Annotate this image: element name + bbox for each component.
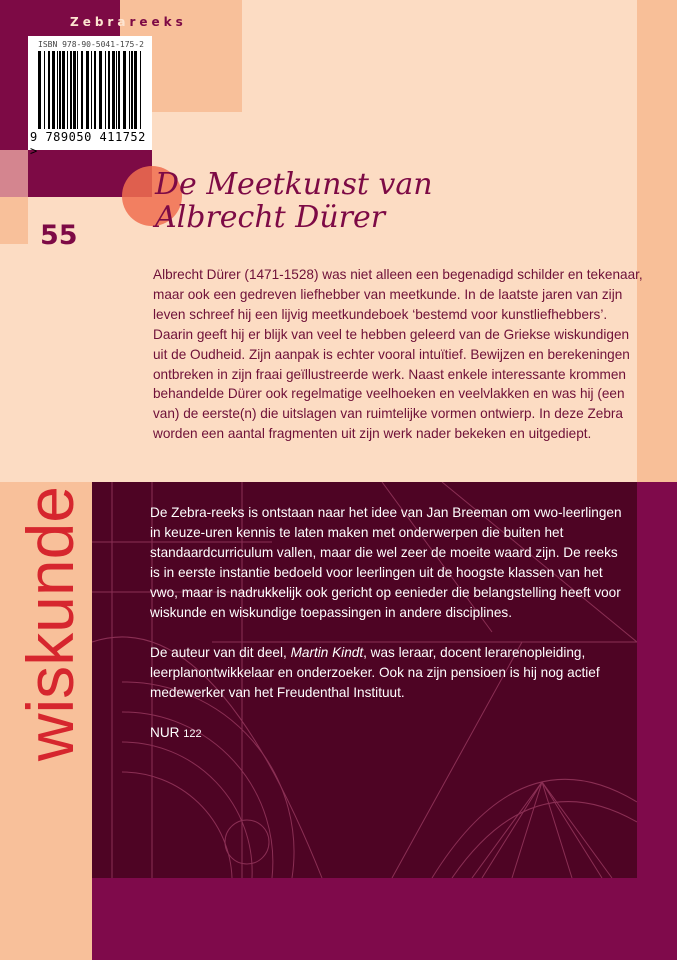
barcode-bar bbox=[131, 51, 133, 129]
barcode-bar bbox=[48, 51, 50, 129]
author-prefix: De auteur van dit deel, bbox=[150, 645, 291, 660]
barcode-bar bbox=[99, 51, 102, 129]
series-name-part2: reeks bbox=[129, 15, 187, 29]
barcode-bar bbox=[70, 51, 72, 129]
book-title bbox=[155, 168, 433, 234]
bottom-magenta-band bbox=[92, 878, 677, 960]
barcode-bar bbox=[73, 51, 76, 129]
barcode-bar bbox=[118, 51, 120, 129]
right-peach-strip bbox=[637, 0, 677, 482]
barcode-bar bbox=[112, 51, 115, 129]
barcode-bar bbox=[57, 51, 58, 129]
nur-code bbox=[150, 723, 630, 744]
barcode-bar bbox=[52, 51, 55, 129]
barcode-bar bbox=[81, 51, 83, 129]
barcode-bar bbox=[105, 51, 106, 129]
barcode-bar bbox=[140, 51, 141, 129]
barcode-bars bbox=[38, 51, 144, 129]
pink-square bbox=[0, 150, 28, 197]
barcode-digits: 9 789050 411752 > bbox=[30, 130, 146, 158]
author-suffix: , was leraar, docent lerarenopleiding, leerplanontwikkelaar en onderzoeker. Ook na zijn pensioen is hij nog actief medewerker van het Freudenthal Instituut. bbox=[150, 645, 600, 700]
barcode-bar bbox=[91, 51, 92, 129]
subject-label: wiskunde bbox=[13, 486, 87, 762]
barcode-bar bbox=[59, 51, 61, 129]
barcode-bar bbox=[116, 51, 117, 129]
series-name bbox=[70, 15, 187, 29]
nur-number: 122 bbox=[183, 728, 202, 740]
peach-left-square bbox=[0, 197, 28, 244]
barcode bbox=[28, 36, 152, 158]
barcode-bar bbox=[108, 51, 110, 129]
barcode-bar bbox=[123, 51, 126, 129]
series-text: De Zebra-reeks is ontstaan naar het idee van Jan Breeman om vwo-leerlingen in keuze-uren kennis te laten maken met onderwerpen die buiten het standaardcurriculum vallen, maar die wel zeer de moeite waard zijn. De reeks is in eerste instantie bedoeld voor leerlingen uit de hoogste klassen van het vwo, maar is nadrukkelijk ook gericht op eenieder die belangstelling heeft voor wiskunde en wiskundige toepassingen in andere disciplines. bbox=[150, 505, 622, 620]
right-magenta-strip bbox=[637, 482, 677, 882]
barcode-bar bbox=[77, 51, 78, 129]
series-blurb bbox=[150, 503, 630, 764]
title-line-1: De Meetkunst van bbox=[155, 167, 433, 202]
barcode-bar bbox=[38, 51, 41, 129]
barcode-bar bbox=[94, 51, 96, 129]
barcode-bar bbox=[67, 51, 68, 129]
series-number: 55 bbox=[40, 220, 78, 251]
barcode-bar bbox=[62, 51, 65, 129]
nur-label: NUR bbox=[150, 725, 180, 740]
series-name-part1: Zebra bbox=[70, 15, 130, 29]
barcode-bar bbox=[44, 51, 45, 129]
author-name: Martin Kindt bbox=[290, 645, 364, 660]
title-line-2: Albrecht Dürer bbox=[155, 200, 386, 235]
book-description: Albrecht Dürer (1471-1528) was niet alleen een begenadigd schilder en tekenaar, maar ook een gedreven liefhebber van meetkunde. In de laatste jaren van zijn leven schreef hij een lijvig meetkundeboek ‘bestemd voor kunstliefhebbers’. Daarin geeft hij er blijk van veel te hebben geleerd van de Griekse wiskundigen uit de Oudheid. Zijn aanpak is echter vooral intuïtief. Bewijzen en berekeningen ontbreken in zijn fraai geïllustreerde werk. Naast enkele interessante krommen behandelde Dürer ook regelmatige veelhoeken en veelvlakken en was hij (een van) de eerste(n) die uitslagen van ruimtelijke vormen ontwierp. In deze Zebra worden een aantal fragmenten uit zijn werk nader bekeken en uitgediept. bbox=[153, 267, 643, 442]
isbn-label: ISBN 978-90-5041-175-2 bbox=[38, 40, 144, 49]
barcode-bar bbox=[86, 51, 89, 129]
barcode-bar bbox=[129, 51, 130, 129]
author-text bbox=[150, 643, 630, 703]
barcode-bar bbox=[134, 51, 137, 129]
